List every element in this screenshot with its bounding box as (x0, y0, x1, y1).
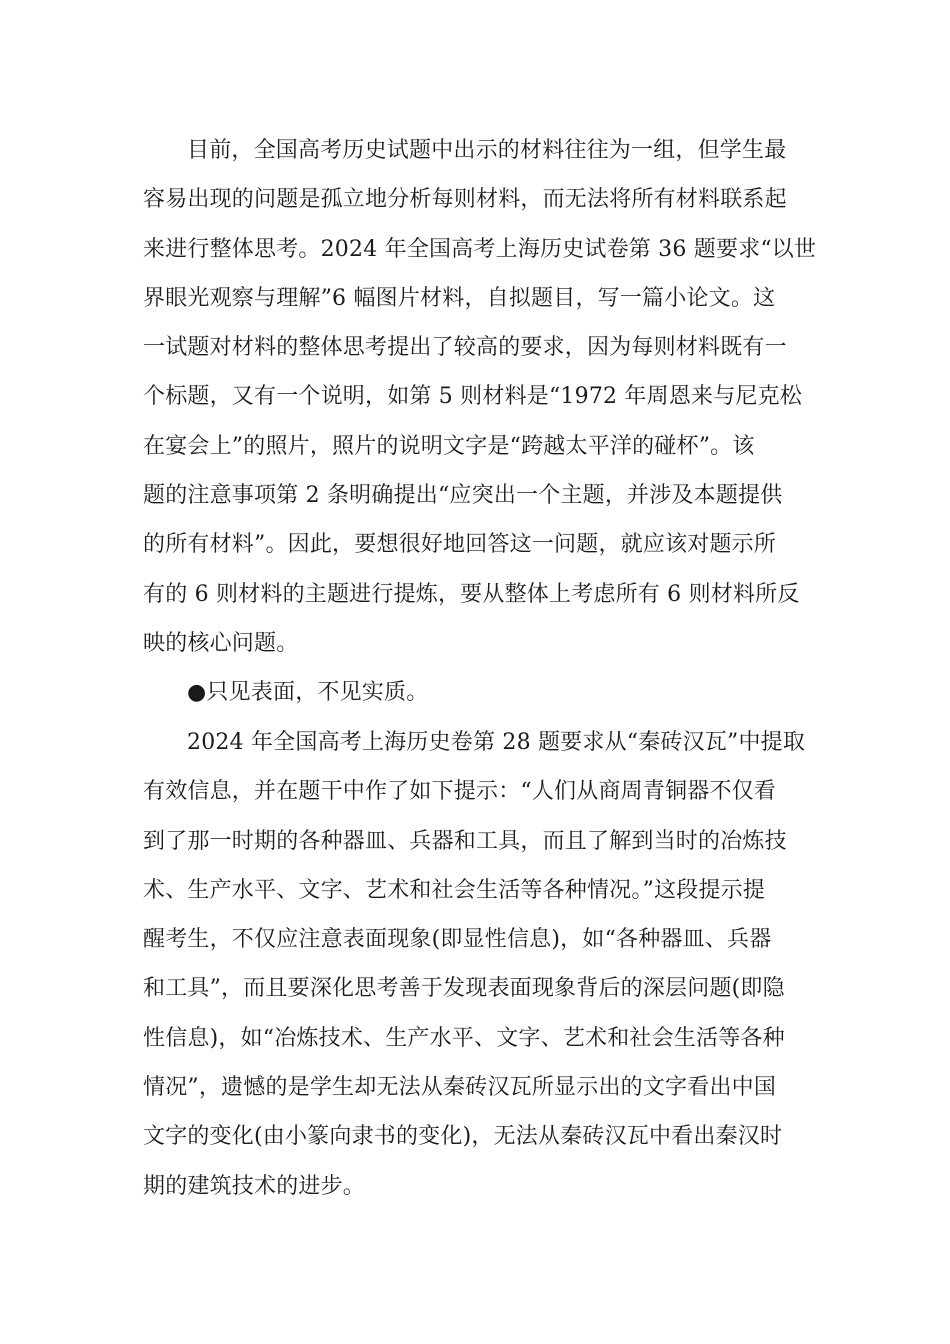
paragraph-1-line: 来进行整体思考。2024 年全国高考上海历史试卷第 36 题要求“以世 (143, 236, 817, 262)
paragraph-2-line: 和工具”，而且要深化思考善于发现表面现象背后的深层问题(即隐 (143, 976, 785, 1002)
paragraph-2-line: 情况”，遗憾的是学生却无法从秦砖汉瓦所显示出的文字看出中国 (143, 1075, 777, 1101)
paragraph-1-line: 在宴会上”的照片，照片的说明文字是“跨越太平洋的碰杯”。该 (143, 433, 755, 459)
paragraph-2-line: 性信息)，如“冶炼技术、生产水平、文字、艺术和社会生活等各种 (143, 1025, 785, 1051)
paragraph-2-line: 2024 年全国高考上海历史卷第 28 题要求从“秦砖汉瓦”中提取 (187, 730, 806, 755)
paragraph-1-line: 目前，全国高考历史试题中出示的材料往往为一组，但学生最 (187, 138, 787, 163)
bullet-heading-text: ●只见表面，不见实质。 (187, 680, 429, 705)
paragraph-1-line: 映的核心问题。 (143, 630, 299, 656)
paragraph-1-line: 容易出现的问题是孤立地分析每则材料，而无法将所有材料联系起 (143, 187, 787, 213)
paragraph-2 (143, 718, 813, 1211)
paragraph-1-line: 有的 6 则材料的主题进行提炼，要从整体上考虑所有 6 则材料所反 (143, 581, 800, 607)
paragraph-1-line: 一试题对材料的整体思考提出了较高的要求，因为每则材料既有一 (143, 335, 787, 361)
paragraph-1 (143, 126, 817, 668)
paragraph-2-line: 有效信息，并在题干中作了如下提示：“人们从商周青铜器不仅看 (143, 779, 777, 805)
paragraph-2-line: 文字的变化(由小篆向隶书的变化)，无法从秦砖汉瓦中看出秦汉时 (143, 1124, 783, 1150)
paragraph-1-line: 个标题，又有一个说明，如第 5 则材料是“1972 年周恩来与尼克松 (143, 384, 803, 410)
paragraph-1-line: 的所有材料”。因此，要想很好地回答这一问题，就应该对题示所 (143, 532, 777, 558)
bullet-heading (143, 668, 813, 717)
paragraph-1-line: 题的注意事项第 2 条明确提出“应突出一个主题，并涉及本题提供 (143, 483, 783, 509)
paragraph-2-line: 醒考生，不仅应注意表面现象(即显性信息)，如“各种器皿、兵器 (143, 927, 772, 953)
paragraph-2-line: 术、生产水平、文字、艺术和社会生活等各种情况。”这段提示提 (143, 877, 766, 903)
paragraph-1-line: 界眼光观察与理解”6 幅图片材料，自拟题目，写一篇小论文。这 (143, 285, 776, 311)
paragraph-2-line: 到了那一时期的各种器皿、兵器和工具，而且了解到当时的冶炼技 (143, 828, 787, 854)
paragraph-2-line: 期的建筑技术的进步。 (143, 1173, 366, 1199)
